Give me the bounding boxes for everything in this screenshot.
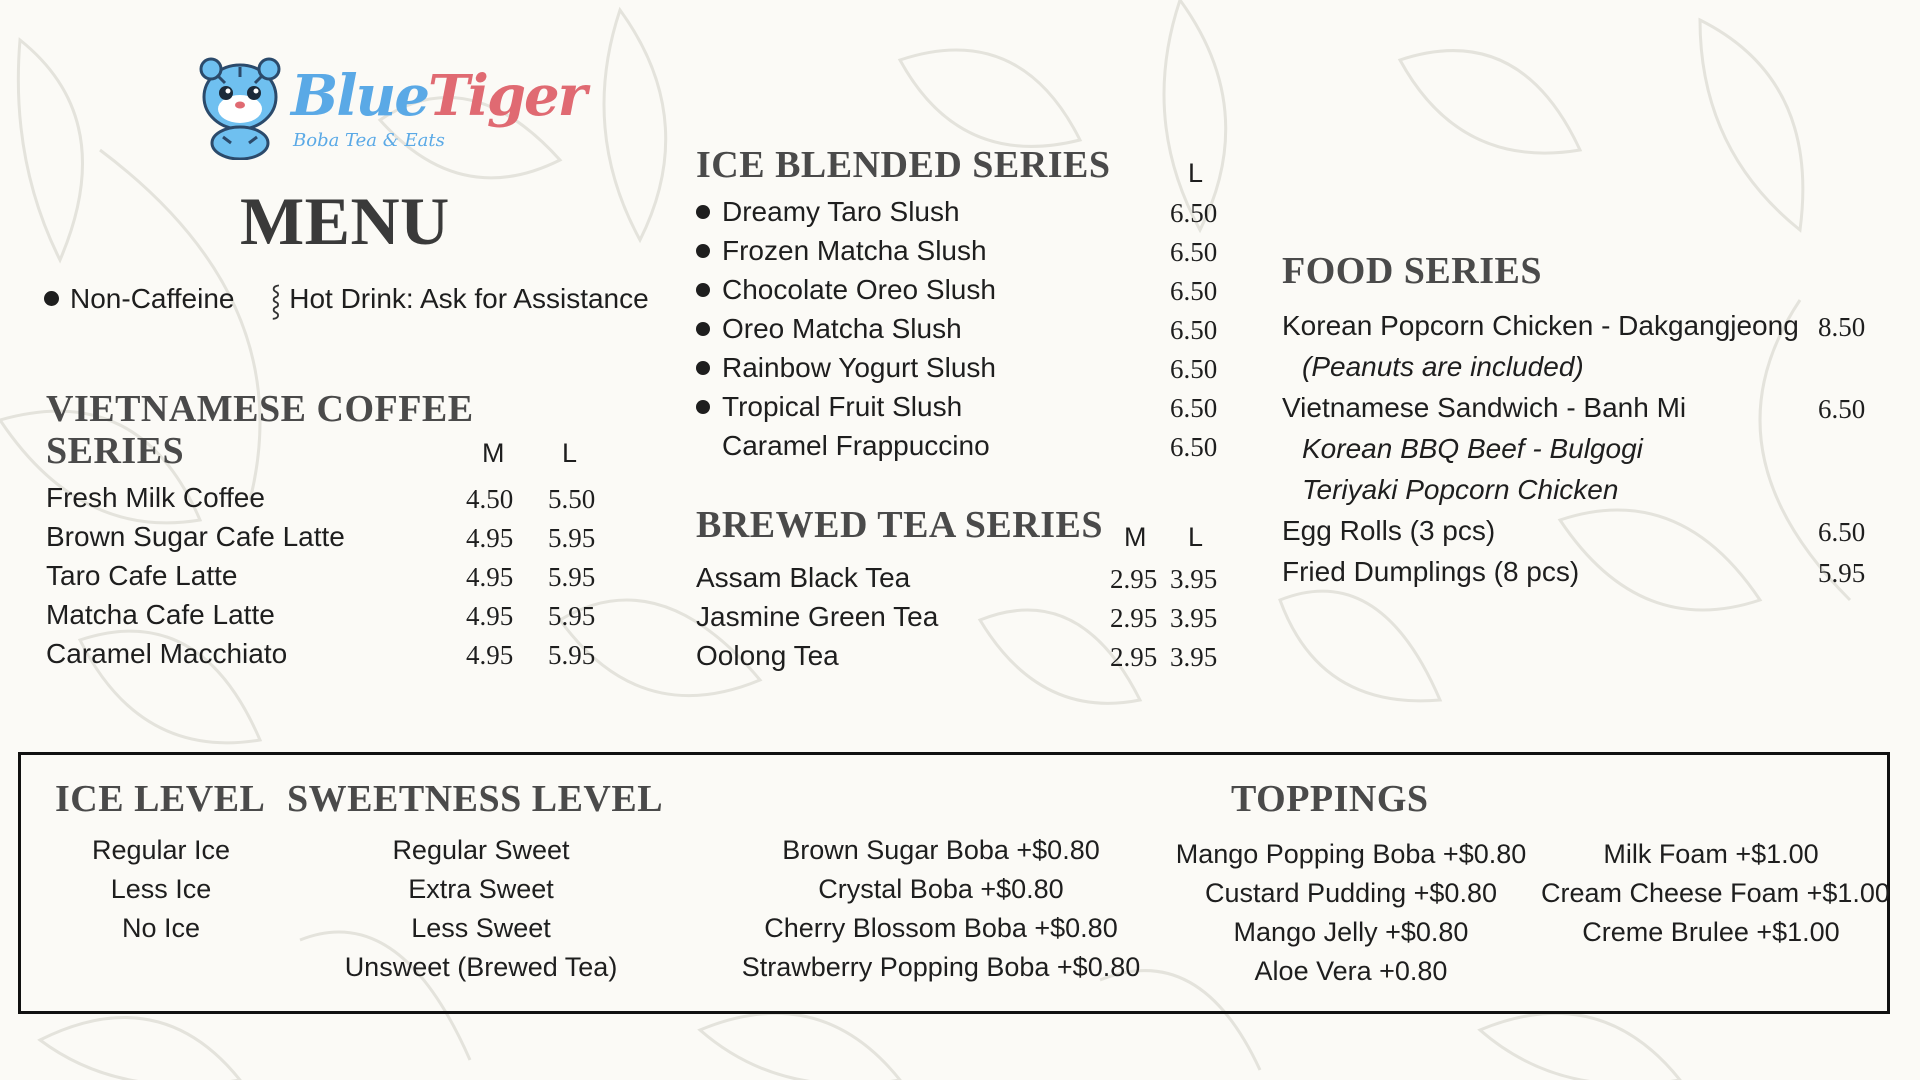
menu-item-price-m: 4.50 xyxy=(466,484,514,514)
menu-item-price-l: 5.95 xyxy=(548,523,596,553)
brand-logo xyxy=(195,55,586,165)
menu-item-price-l: 3.95 xyxy=(1170,603,1218,633)
section-title-brewed-tea: BREWED TEA SERIES xyxy=(696,504,1103,546)
section-title-ice-level: ICE LEVEL xyxy=(55,778,266,820)
menu-item-price-l: 6.50 xyxy=(1170,276,1218,306)
menu-item-price: 8.50 xyxy=(1818,312,1866,342)
section-title-food: FOOD SERIES xyxy=(1282,250,1542,292)
column-header-l: L xyxy=(1188,522,1204,552)
brand-tagline: Boba Tea & Eats xyxy=(293,130,445,151)
menu-item-price-l: 3.95 xyxy=(1170,564,1218,594)
vietnamese-coffee-section xyxy=(46,388,606,678)
menu-item-price-m: 2.95 xyxy=(1110,564,1158,594)
non-caffeine-dot-icon xyxy=(696,244,710,258)
non-caffeine-dot-icon xyxy=(696,283,710,297)
menu-item-price-l: 5.95 xyxy=(548,640,596,670)
sweetness-level-list xyxy=(321,831,641,987)
menu-item-option: Teriyaki Popcorn Chicken xyxy=(1302,474,1619,505)
topping-item: Brown Sugar Boba +$0.80 xyxy=(782,835,1100,865)
menu-item xyxy=(696,274,996,306)
menu-item xyxy=(696,352,996,384)
menu-item-name: Korean Popcorn Chicken - Dakgangjeong xyxy=(1282,310,1799,341)
topping-item: Mango Popping Boba +$0.80 xyxy=(1175,839,1527,869)
topping-item: Mango Jelly +$0.80 xyxy=(1233,917,1469,947)
menu-item-price-l: 5.95 xyxy=(548,601,596,631)
sweetness-level-option: Regular Sweet xyxy=(392,835,570,865)
toppings-list-3 xyxy=(1541,835,1890,952)
menu-item-price-l: 6.50 xyxy=(1170,354,1218,384)
menu-item-note: (Peanuts are included) xyxy=(1302,351,1584,382)
section-title-ice-blended: ICE BLENDED SERIES xyxy=(696,144,1111,186)
menu-item-name: Caramel Macchiato xyxy=(46,638,288,669)
menu-item-price-l: 6.50 xyxy=(1170,237,1218,267)
menu-item-name: Rainbow Yogurt Slush xyxy=(722,352,996,383)
ice-level-option: Less Ice xyxy=(110,874,212,904)
menu-item-price-l: 6.50 xyxy=(1170,315,1218,345)
menu-item-price-l: 6.50 xyxy=(1170,393,1218,423)
non-caffeine-dot-icon xyxy=(696,205,710,219)
column-header-l: L xyxy=(1188,158,1204,188)
menu-item-price-l: 5.95 xyxy=(548,562,596,592)
sweetness-level-option: Extra Sweet xyxy=(408,874,554,904)
menu-item-name: Tropical Fruit Slush xyxy=(722,391,963,422)
menu-item-name: Chocolate Oreo Slush xyxy=(722,274,996,305)
customization-box xyxy=(18,752,1890,1014)
menu-item-name: Vietnamese Sandwich - Banh Mi xyxy=(1282,392,1687,423)
menu-item xyxy=(696,235,987,267)
section-title-toppings: TOPPINGS xyxy=(1231,778,1429,820)
menu-item-price-l: 3.95 xyxy=(1170,642,1218,672)
ice-level-option: Regular Ice xyxy=(91,835,231,865)
non-caffeine-dot-icon xyxy=(696,322,710,336)
menu-item-price-l: 6.50 xyxy=(1170,432,1218,462)
food-section xyxy=(1282,250,1882,600)
menu-item-name: Jasmine Green Tea xyxy=(696,601,939,632)
tiger-mascot-icon xyxy=(195,55,285,160)
menu-item xyxy=(696,391,962,423)
non-caffeine-dot-icon xyxy=(44,291,59,306)
menu-item-name: Dreamy Taro Slush xyxy=(722,196,960,227)
sweetness-level-option: Unsweet (Brewed Tea) xyxy=(344,952,618,982)
menu-item-name: Fried Dumplings (8 pcs) xyxy=(1282,556,1580,587)
non-caffeine-dot-icon xyxy=(696,400,710,414)
ice-level-list xyxy=(61,831,261,948)
menu-item-price-l: 5.50 xyxy=(548,484,596,514)
column-header-m: M xyxy=(1124,522,1147,552)
topping-item: Creme Brulee +$1.00 xyxy=(1582,917,1840,947)
topping-item: Strawberry Popping Boba +$0.80 xyxy=(741,952,1141,982)
column-header-m: M xyxy=(482,438,505,468)
page-title: MENU xyxy=(240,183,450,259)
toppings-list-2 xyxy=(1151,835,1551,991)
section-title-vietnamese-coffee-line2: SERIES xyxy=(46,430,185,472)
menu-item-price-m: 4.95 xyxy=(466,601,514,631)
menu-item-name: Egg Rolls (3 pcs) xyxy=(1282,515,1496,546)
menu-item-name: Taro Cafe Latte xyxy=(46,560,238,591)
topping-item: Crystal Boba +$0.80 xyxy=(818,874,1064,904)
menu-item-price: 5.95 xyxy=(1818,558,1866,588)
menu-item-price-m: 2.95 xyxy=(1110,603,1158,633)
menu-item-price-m: 4.95 xyxy=(466,523,514,553)
brand-name-blue: Blue xyxy=(291,63,428,129)
sweetness-level-option: Less Sweet xyxy=(411,913,551,943)
ice-level-option: No Ice xyxy=(121,913,201,943)
topping-item: Cream Cheese Foam +$1.00 xyxy=(1541,878,1890,908)
menu-item-price: 6.50 xyxy=(1818,517,1866,547)
legend-hot-drink: Hot Drink: Ask for Assistance xyxy=(289,282,649,314)
legend-non-caffeine: Non-Caffeine xyxy=(70,282,235,314)
topping-item: Cherry Blossom Boba +$0.80 xyxy=(764,913,1118,943)
menu-item-price-l: 6.50 xyxy=(1170,198,1218,228)
ice-blended-section xyxy=(696,144,1236,474)
topping-item: Milk Foam +$1.00 xyxy=(1603,839,1819,869)
menu-item-option: Korean BBQ Beef - Bulgogi xyxy=(1302,433,1643,464)
brewed-tea-section xyxy=(696,504,1236,684)
section-title-sweetness-level: SWEETNESS LEVEL xyxy=(287,778,664,820)
section-title-vietnamese-coffee-line1: VIETNAMESE COFFEE xyxy=(46,388,474,430)
menu-item-name: Assam Black Tea xyxy=(696,562,911,593)
legend xyxy=(44,278,649,319)
menu-item-name: Oolong Tea xyxy=(696,640,839,671)
steam-icon: ⸾ xyxy=(270,284,282,317)
menu-item xyxy=(696,313,962,345)
menu-item-price-m: 4.95 xyxy=(466,640,514,670)
brand-name-tiger: Tiger xyxy=(427,63,586,129)
toppings-list-1 xyxy=(721,831,1161,987)
non-caffeine-dot-icon xyxy=(696,361,710,375)
menu-item-name: Frozen Matcha Slush xyxy=(722,235,987,266)
menu-item-name: Brown Sugar Cafe Latte xyxy=(46,521,345,552)
menu-item-name: Caramel Frappuccino xyxy=(722,430,990,461)
column-header-l: L xyxy=(562,438,578,468)
menu-item xyxy=(696,196,960,228)
menu-item-name: Oreo Matcha Slush xyxy=(722,313,962,344)
menu-item-name: Fresh Milk Coffee xyxy=(46,482,265,513)
topping-item: Aloe Vera +0.80 xyxy=(1254,956,1448,986)
menu-item-price-m: 2.95 xyxy=(1110,642,1158,672)
menu-item-price-m: 4.95 xyxy=(466,562,514,592)
topping-item: Custard Pudding +$0.80 xyxy=(1205,878,1497,908)
menu-item-price: 6.50 xyxy=(1818,394,1866,424)
menu-item-name: Matcha Cafe Latte xyxy=(46,599,275,630)
